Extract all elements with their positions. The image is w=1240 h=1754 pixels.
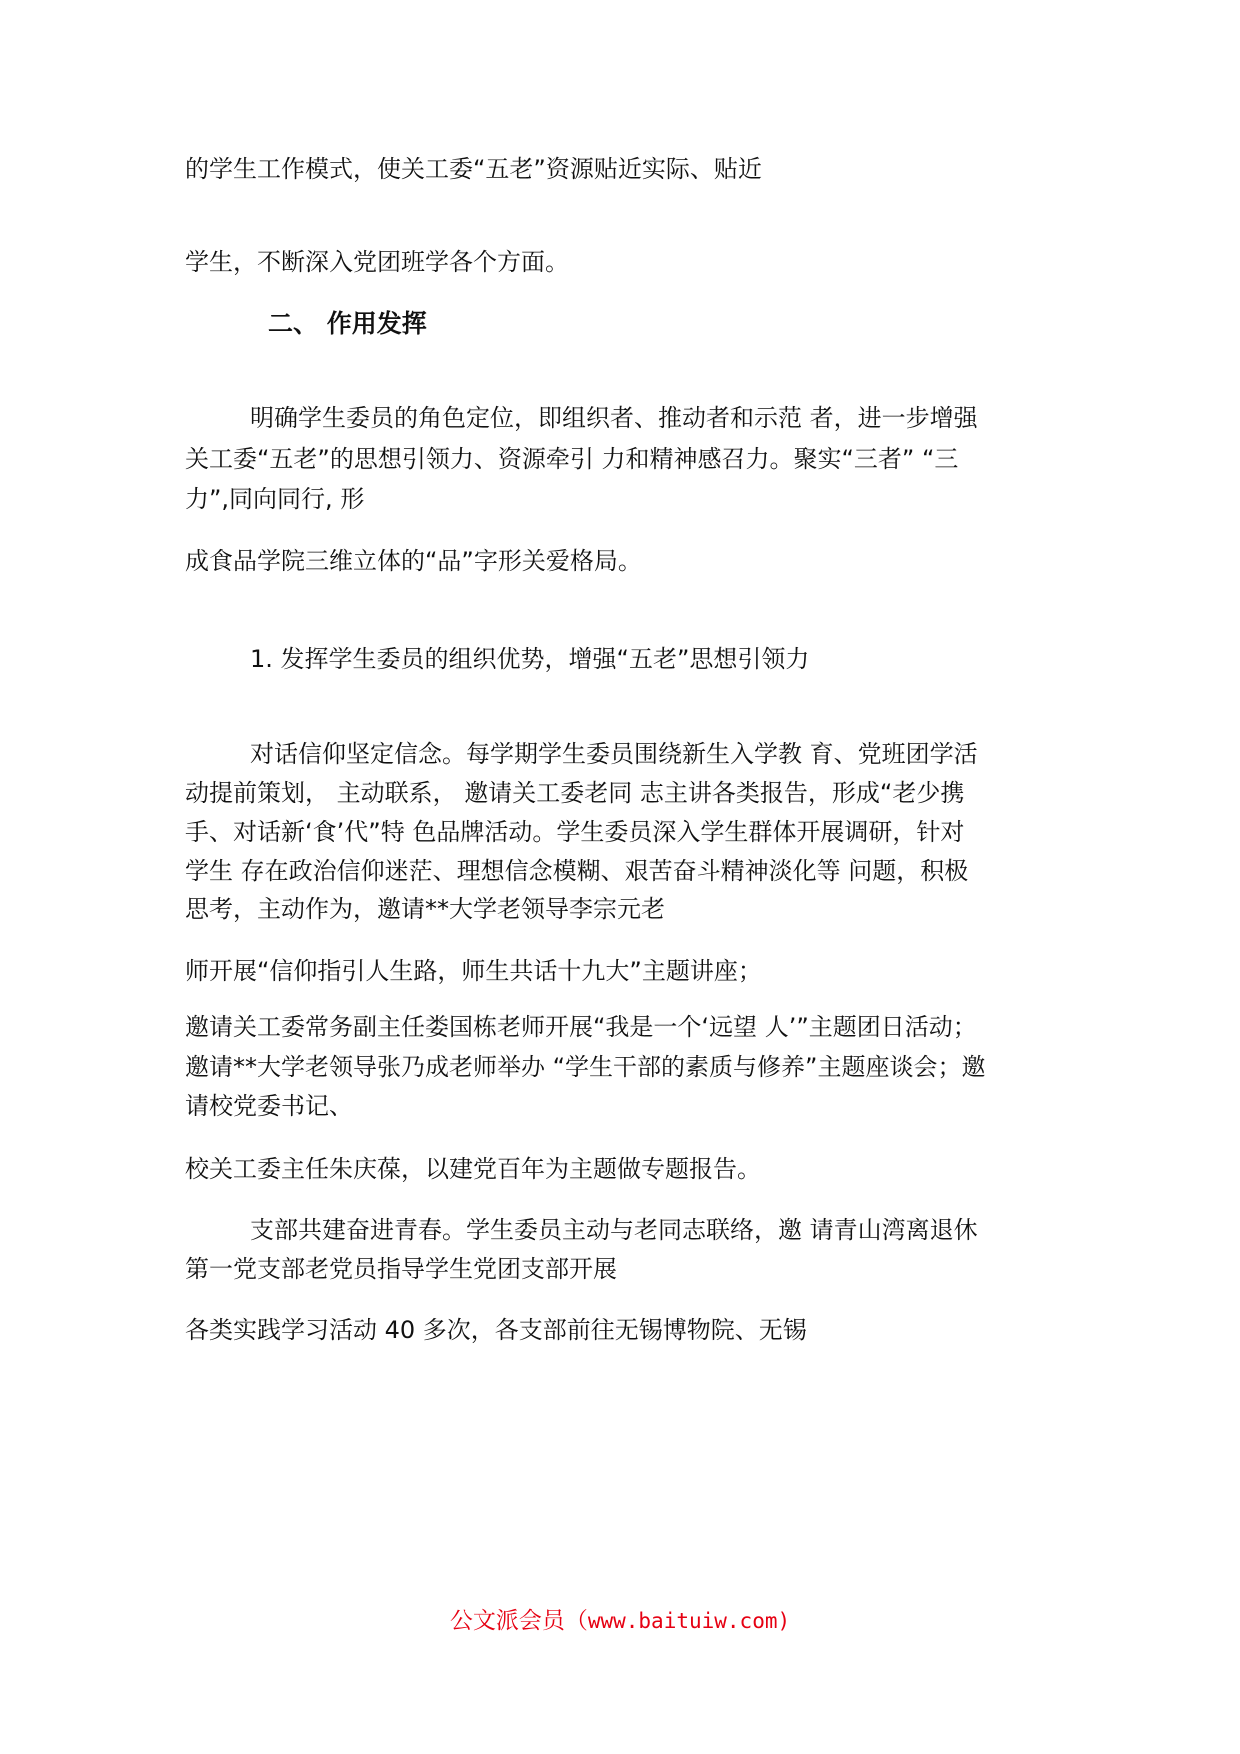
text-line: 校关工委主任朱庆葆，以建党百年为主题做专题报告。 <box>185 1155 761 1183</box>
text-line: 各类实践学习活动 40 多次，各支部前往无锡博物院、无锡 <box>185 1316 807 1344</box>
text-line: 请校党委书记、 <box>185 1092 353 1120</box>
text-line: 邀请**大学老领导张乃成老师举办 “学生干部的素质与修养”主题座谈会；邀 <box>185 1053 986 1081</box>
text-line: 对话信仰坚定信念。每学期学生委员围绕新生入学教 育、党班团学活 <box>250 740 978 768</box>
footer-url: www.baituiw.com) <box>587 1609 791 1633</box>
subsection-heading: 1. 发挥学生委员的组织优势，增强“五老”思想引领力 <box>250 645 810 673</box>
text-line: 第一党支部老党员指导学生党团支部开展 <box>185 1255 617 1283</box>
text-line: 的学生工作模式，使关工委“五老”资源贴近实际、贴近 <box>185 155 762 183</box>
text-line: 思考，主动作为，邀请**大学老领导李宗元老 <box>185 895 665 923</box>
text-line: 支部共建奋进青春。学生委员主动与老同志联络，邀 请青山湾离退休 <box>250 1216 978 1244</box>
text-line: 手、对话新‘食’代”特 色品牌活动。学生委员深入学生群体开展调研，针对 <box>185 818 965 846</box>
text-line: 成食品学院三维立体的“品”字形关爱格局。 <box>185 547 642 575</box>
text-line: 力”,同向同行, 形 <box>185 485 365 513</box>
text-line: 师开展“信仰指引人生路，师生共话十九大”主题讲座； <box>185 957 762 985</box>
text-line: 明确学生委员的角色定位，即组织者、推动者和示范 者，进一步增强 <box>250 404 978 432</box>
text-line: 学生 存在政治信仰迷茫、理想信念模糊、艰苦奋斗精神淡化等 问题，积极 <box>185 857 969 885</box>
text-line: 邀请关工委常务副主任娄国栋老师开展“我是一个‘远望 人’”主题团日活动； <box>185 1013 977 1041</box>
footer-watermark <box>0 1605 1240 1637</box>
text-line: 关工委“五老”的思想引领力、资源牵引 力和精神感召力。聚实“三者” “三 <box>185 445 959 473</box>
text-line: 动提前策划， 主动联系， 邀请关工委老同 志主讲各类报告，形成“老少携 <box>185 779 965 807</box>
footer-brand: 公文派会员（ <box>449 1608 588 1634</box>
section-heading: 二、 作用发挥 <box>268 309 427 338</box>
text-line: 学生，不断深入党团班学各个方面。 <box>185 248 569 276</box>
